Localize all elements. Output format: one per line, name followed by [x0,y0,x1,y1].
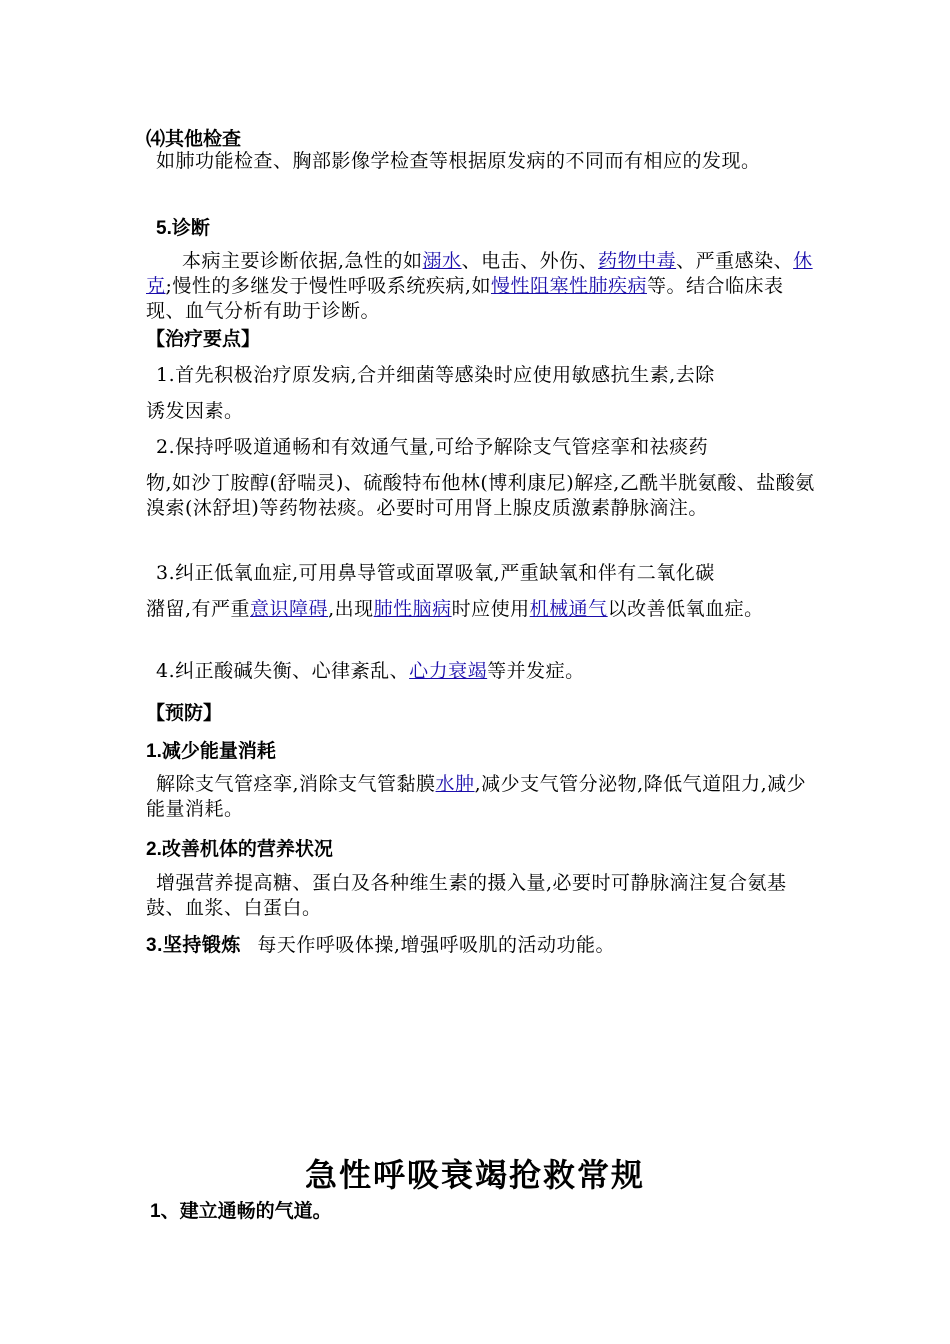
link-copd[interactable]: 慢性阻塞性肺疾病 [490,275,647,297]
treatment-item-1-cont: 诱发因素。 [146,400,244,422]
section-heading-diagnosis: 5.诊断 [156,218,210,239]
treatment-item-2-cont: 物,如沙丁胺醇(舒喘灵)、硫酸特布他林(博利康尼)解痉,乙酰半胱氨酸、盐酸氨溴索(沐舒坦)等药物祛痰。必要时可用肾上腺皮质激素静脉滴注。 [146,472,815,519]
link-edema[interactable]: 水肿 [435,773,475,795]
prevention-text-2: 增强营养提高糖、蛋白及各种维生素的摄入量,必要时可静脉滴注复合氨基鼓、血浆、白蛋白。 [146,872,787,919]
section-heading-other-exams: ⑷其他检查 [146,129,242,150]
link-drowning[interactable]: 溺水 [422,250,462,272]
emergency-title: 急性呼吸衰竭抢救常规 [304,1156,645,1194]
link-heart-failure[interactable]: 心力衰竭 [409,660,488,682]
section-heading-prevention: 【预防】 [146,703,223,724]
other-exams-text: 如肺功能检查、胸部影像学检查等根据原发病的不同而有相应的发现。 [156,150,761,172]
link-drug-poisoning[interactable]: 药物中毒 [598,250,677,272]
treatment-item-4: 4.纠正酸碱失衡、心律紊乱、心力衰竭等并发症。 [156,660,585,682]
prevention-text-1: 解除支气管痉挛,消除支气管黏膜水肿,减少支气管分泌物,降低气道阻力,减少能量消耗。 [146,773,807,820]
prevention-heading-1: 1.减少能量消耗 [146,741,276,762]
link-mechanical-ventilation[interactable]: 机械通气 [529,598,608,620]
link-pulmonary-encephalopathy[interactable]: 肺性脑病 [373,598,452,620]
prevention-text-3: 每天作呼吸体操,增强呼吸肌的活动功能。 [257,934,615,956]
treatment-item-3: 3.纠正低氧血症,可用鼻导管或面罩吸氧,严重缺氧和伴有二氧化碳 [156,562,715,584]
link-consciousness-disorder[interactable]: 意识障碍 [250,598,329,620]
diagnosis-text: 本病主要诊断依据,急性的如溺水、电击、外伤、药物中毒、严重感染、休克;慢性的多继发于慢性呼吸系统疾病,如慢性阻塞性肺疾病等。结合临床表现、血气分析有助于诊断。 [146,250,813,322]
section-heading-treatment: 【治疗要点】 [146,329,261,350]
prevention-item-3 [146,933,816,958]
treatment-item-1: 1.首先积极治疗原发病,合并细菌等感染时应使用敏感抗生素,去除 [156,364,715,386]
emergency-item-1: 1、建立通畅的气道。 [150,1201,332,1222]
prevention-heading-3: 3.坚持锻炼 [146,935,241,956]
treatment-item-3-cont: 潴留,有严重意识障碍,出现肺性脑病时应使用机械通气以改善低氧血症。 [146,598,764,620]
treatment-item-2: 2.保持呼吸道通畅和有效通气量,可给予解除支气管痉挛和祛痰药 [156,436,709,458]
link-shock[interactable]: 休克 [146,250,813,297]
prevention-heading-2: 2.改善机体的营养状况 [146,839,333,860]
